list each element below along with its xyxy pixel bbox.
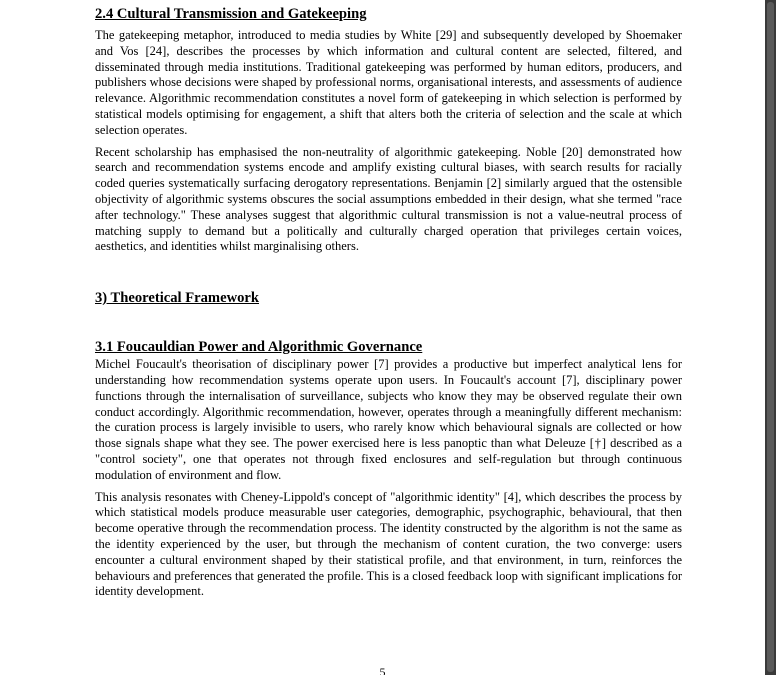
scrollbar-thumb[interactable] xyxy=(767,2,774,672)
page-content xyxy=(95,4,682,600)
paragraph-3-1-algorithmic-identity: This analysis resonates with Cheney-Lippold's concept of "algorithmic identity" [4], which describes the process by which statistical models produce measurable user categories, demographic, psychographic, behavioural, that then become operative through the recommendation process. The identity constructed by the algorithm is not the same as the identity experienced by the user, but through the mechanism of content curation, the two converge: users encounter a cultural environment shaped by their statistical profile, and that environment, in turn, reinforces the behaviours and preferences that generated the profile. This is a closed feedback loop with significant implications for identity development. xyxy=(95,489,682,599)
paragraph-2-4-non-neutrality: Recent scholarship has emphasised the non-neutrality of algorithmic gatekeeping. Noble [20] demonstrated how search and recommendation systems encode and amplify existing cultural biases, with search results for racially coded queries systematically surfacing derogatory representations. Benjamin [2] similarly argued that the ostensible objectivity of algorithmic systems obscures the social assumptions embedded in their design, what she termed "race after technology." These analyses suggest that algorithmic cultural transmission is not a value-neutral process of matching supply to demand but a politically and culturally charged operation that privileges certain voices, aesthetics, and identities whilst marginalising others. xyxy=(95,144,682,254)
section-heading-2-4: 2.4 Cultural Transmission and Gatekeeping xyxy=(95,6,367,22)
paragraph-3-1-foucault: Michel Foucault's theorisation of disciplinary power [7] provides a productive but imperfect analytical lens for understanding how recommendation systems operate upon users. In Foucault's account [7], disciplinary power functions through the internalisation of surveillance, subjects who know they may be observed regulate their own conduct accordingly. Algorithmic recommendation, however, operates through a meaningfully different mechanism: the curation process is largely invisible to users, who rarely know which behavioural signals are collected or how those signals shape what they see. The power exercised here is less panoptic than what Deleuze [†] described as a "control society", one that operates not through fixed enclosures and self-regulation but through continuous modulation of environment and flow. xyxy=(95,357,682,482)
section-heading-3: 3) Theoretical Framework xyxy=(95,290,260,307)
section-heading-3-1: 3.1 Foucauldian Power and Algorithmic Governance xyxy=(95,339,423,356)
vertical-scrollbar[interactable] xyxy=(765,0,776,675)
page-number: 5 xyxy=(379,665,386,675)
paragraph-2-4-gatekeeping-metaphor: The gatekeeping metaphor, introduced to media studies by White [29] and subsequently developed by Shoemaker and Vos [24], describes the processes by which information and cultural content are selected, filtered, and disseminated through media institutions. Traditional gatekeeping was performed by human editors, producers, and publishers whose decisions were shaped by professional norms, organisational interests, and assessments of audience relevance. Algorithmic recommendation constitutes a novel form of gatekeeping in which selection is performed by statistical models optimising for engagement, a shift that alters both the criteria of selection and the scale at which selection operates. xyxy=(95,28,682,137)
